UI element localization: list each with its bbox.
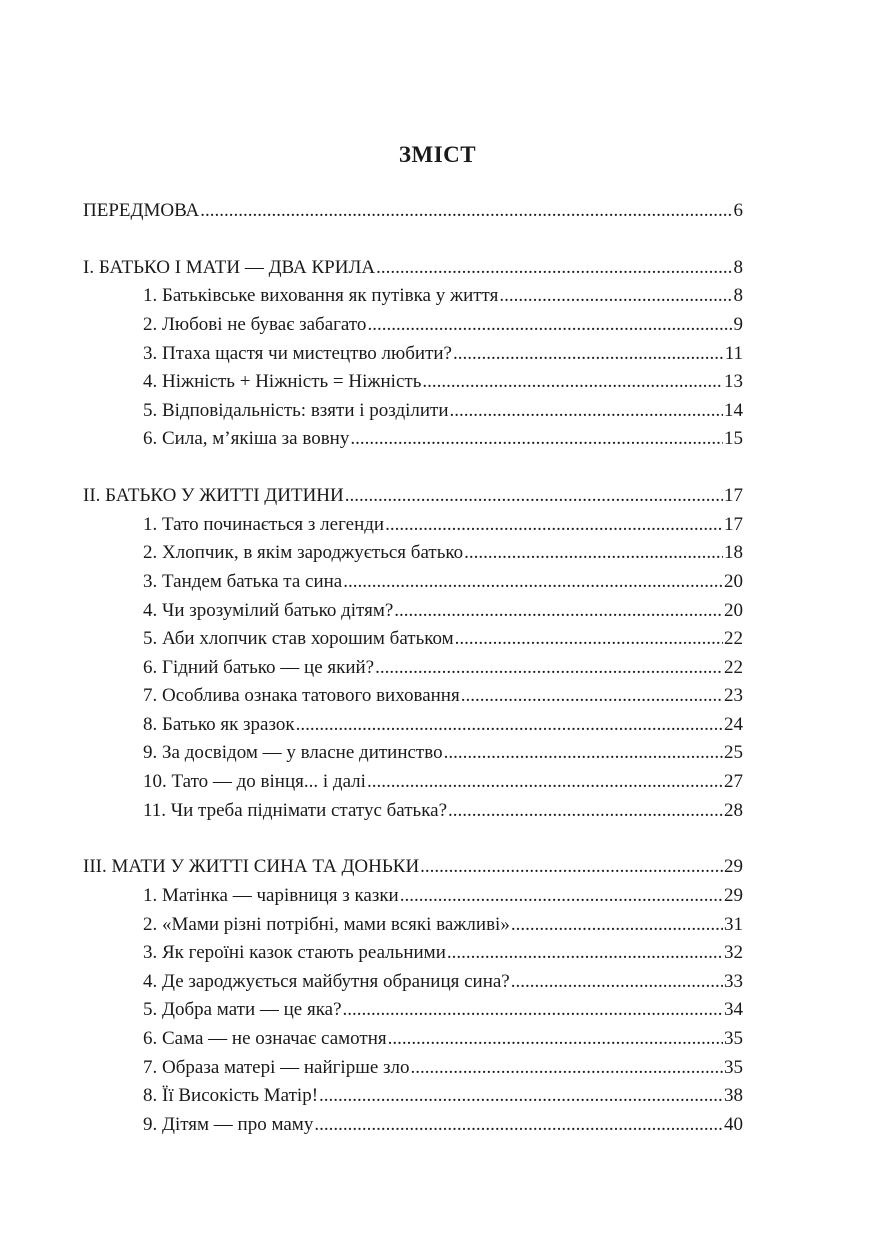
toc-entry-title: ПЕРЕДМОВА	[83, 200, 200, 221]
toc-entry-title: 8. Батько як зразок	[143, 713, 295, 735]
dot-leader	[499, 282, 732, 311]
dot-leader	[343, 568, 723, 597]
dot-leader	[450, 397, 723, 426]
toc-page-number: 38	[724, 1085, 743, 1107]
toc-subentry	[83, 768, 743, 797]
toc-subentry	[83, 425, 743, 454]
toc-page-number: 17	[724, 485, 743, 507]
toc-page-number: 15	[724, 428, 743, 450]
dot-leader	[367, 311, 732, 340]
toc-subentry	[83, 625, 743, 654]
dot-leader	[400, 882, 723, 911]
dot-leader	[296, 711, 723, 740]
toc-entry-title: ІІ. БАТЬКО У ЖИТТІ ДИТИНИ	[83, 485, 344, 507]
toc-subentry	[83, 311, 743, 340]
toc-page-number: 8	[733, 285, 743, 307]
toc-page-number: 34	[724, 999, 743, 1021]
toc-page-number: 35	[724, 1028, 743, 1049]
toc-entry-title: 7. Образа матері — найгірше зло	[143, 1056, 410, 1078]
toc-subentry	[83, 597, 743, 626]
toc-entry-title: 9. За досвідом — у власне дитинство	[143, 742, 443, 764]
toc-page-number: 25	[724, 742, 743, 764]
dot-leader	[422, 368, 723, 397]
toc-entry-title: 2. Хлопчик, в якім зароджується батько	[143, 542, 464, 564]
toc-page-number: 29	[724, 885, 743, 907]
toc-subentry	[83, 968, 743, 997]
toc-subentry	[83, 368, 743, 397]
toc-subentry	[83, 882, 743, 911]
toc-page-number: 33	[724, 970, 743, 992]
toc-page-number: 9	[733, 313, 743, 335]
dot-leader	[314, 1111, 723, 1140]
toc-page-number: 18	[724, 542, 743, 564]
toc-subentry	[83, 340, 743, 369]
toc-section-entry	[83, 197, 743, 226]
dot-leader	[464, 539, 723, 568]
toc-subentry	[83, 654, 743, 683]
page-title: ЗМІСТ	[398, 142, 477, 167]
dot-leader	[367, 768, 723, 797]
toc-page-number: 23	[724, 685, 743, 707]
dot-leader	[385, 511, 723, 540]
dot-leader	[448, 797, 723, 826]
dot-leader	[343, 996, 723, 1025]
toc-subentry	[83, 511, 743, 540]
dot-leader	[461, 682, 723, 711]
dot-leader	[375, 654, 723, 683]
toc-page-number: 28	[724, 799, 743, 821]
dot-leader	[453, 340, 724, 369]
dot-leader	[511, 968, 723, 997]
toc-entry-title: 4. Чи зрозумілий батько дітям?	[143, 599, 394, 621]
toc-page-number: 14	[724, 399, 743, 421]
toc-subentry	[83, 568, 743, 597]
toc-page-number: 20	[724, 599, 743, 621]
toc-page-number: 22	[724, 656, 743, 678]
toc-entry-title: 4. Ніжність + Ніжність = Ніжність	[143, 371, 422, 393]
dot-leader	[388, 1025, 723, 1054]
toc-entry-title: ІІІ. МАТИ У ЖИТТІ СИНА ТА ДОНЬКИ	[83, 856, 420, 878]
toc-subentry	[83, 939, 743, 968]
toc-page-number: 6	[733, 200, 743, 221]
dot-leader	[420, 853, 723, 882]
toc-page-number: 8	[733, 256, 743, 278]
toc-entry-title: 2. Любові не буває забагато	[143, 313, 367, 335]
toc-entry-title: 6. Сила, м’якіша за вовну	[143, 428, 350, 450]
toc-subentry	[83, 739, 743, 768]
table-of-contents	[83, 197, 743, 1139]
dot-leader	[411, 1054, 723, 1083]
toc-page-number: 32	[724, 942, 743, 964]
dot-leader	[394, 597, 723, 626]
toc-entry-title: 1. Батьківське виховання як путівка у життя	[143, 285, 499, 307]
toc-page-number: 40	[724, 1113, 743, 1135]
toc-entry-title: 2. «Мами різні потрібні, мами всякі важливі»	[143, 913, 510, 935]
toc-page-number: 17	[724, 513, 743, 535]
dot-leader	[455, 625, 723, 654]
toc-subentry	[83, 1082, 743, 1111]
toc-entry-title: 8. Її Високість Матір!	[143, 1085, 319, 1107]
toc-page-number: 11	[724, 342, 743, 364]
dot-leader	[447, 939, 723, 968]
toc-section-entry	[83, 482, 743, 511]
toc-entry-title: 1. Тато починається з легенди	[143, 513, 385, 535]
toc-entry-title: 1. Матінка — чарівниця з казки	[143, 885, 399, 907]
toc-entry-title: 4. Де зароджується майбутня обраниця сина?	[143, 970, 510, 992]
toc-entry-title: 6. Гідний батько — це який?	[143, 656, 375, 678]
toc-entry-title: 9. Дітям — про маму	[143, 1113, 314, 1135]
dot-leader	[345, 482, 723, 511]
toc-subentry	[83, 539, 743, 568]
toc-entry-title: І. БАТЬКО І МАТИ — ДВА КРИЛА	[83, 256, 376, 278]
dot-leader	[319, 1082, 723, 1111]
toc-entry-title: 5. Добра мати — це яка?	[143, 999, 342, 1021]
toc-entry-title: 3. Як героїні казок стають реальними	[143, 942, 446, 964]
toc-page-number: 20	[724, 570, 743, 592]
toc-entry-title: 7. Особлива ознака татового виховання	[143, 685, 460, 707]
dot-leader	[511, 911, 723, 940]
toc-entry-title: 5. Аби хлопчик став хорошим батьком	[143, 628, 454, 650]
toc-subentry	[83, 797, 743, 826]
toc-page-number: 24	[724, 713, 743, 735]
toc-page-number: 27	[724, 771, 743, 793]
toc-subentry	[83, 682, 743, 711]
toc-entry-title: 10. Тато — до вінця... і далі	[143, 771, 366, 793]
toc-subentry	[83, 1025, 743, 1054]
toc-section-entry	[83, 254, 743, 283]
dot-leader	[444, 739, 723, 768]
toc-page-number: 29	[724, 856, 743, 878]
toc-subentry	[83, 397, 743, 426]
toc-subentry	[83, 711, 743, 740]
toc-page-number: 35	[724, 1056, 743, 1078]
dot-leader	[200, 197, 732, 226]
dot-leader	[350, 425, 723, 454]
toc-section-entry	[83, 853, 743, 882]
toc-entry-title: 5. Відповідальність: взяти і розділити	[143, 399, 449, 421]
toc-page-number: 13	[724, 371, 743, 393]
toc-subentry	[83, 1054, 743, 1083]
toc-subentry	[83, 282, 743, 311]
toc-subentry	[83, 911, 743, 940]
toc-entry-title: 6. Сама — не означає самотня	[143, 1028, 387, 1049]
toc-page-number: 31	[724, 913, 743, 935]
toc-entry-title: 3. Птаха щастя чи мистецтво любити?	[143, 342, 452, 364]
dot-leader	[376, 254, 732, 283]
toc-subentry	[83, 1111, 743, 1140]
toc-entry-title: 3. Тандем батька та сина	[143, 570, 343, 592]
toc-page-number: 22	[724, 628, 743, 650]
toc-entry-title: 11. Чи треба піднімати статус батька?	[143, 799, 448, 821]
toc-subentry	[83, 996, 743, 1025]
